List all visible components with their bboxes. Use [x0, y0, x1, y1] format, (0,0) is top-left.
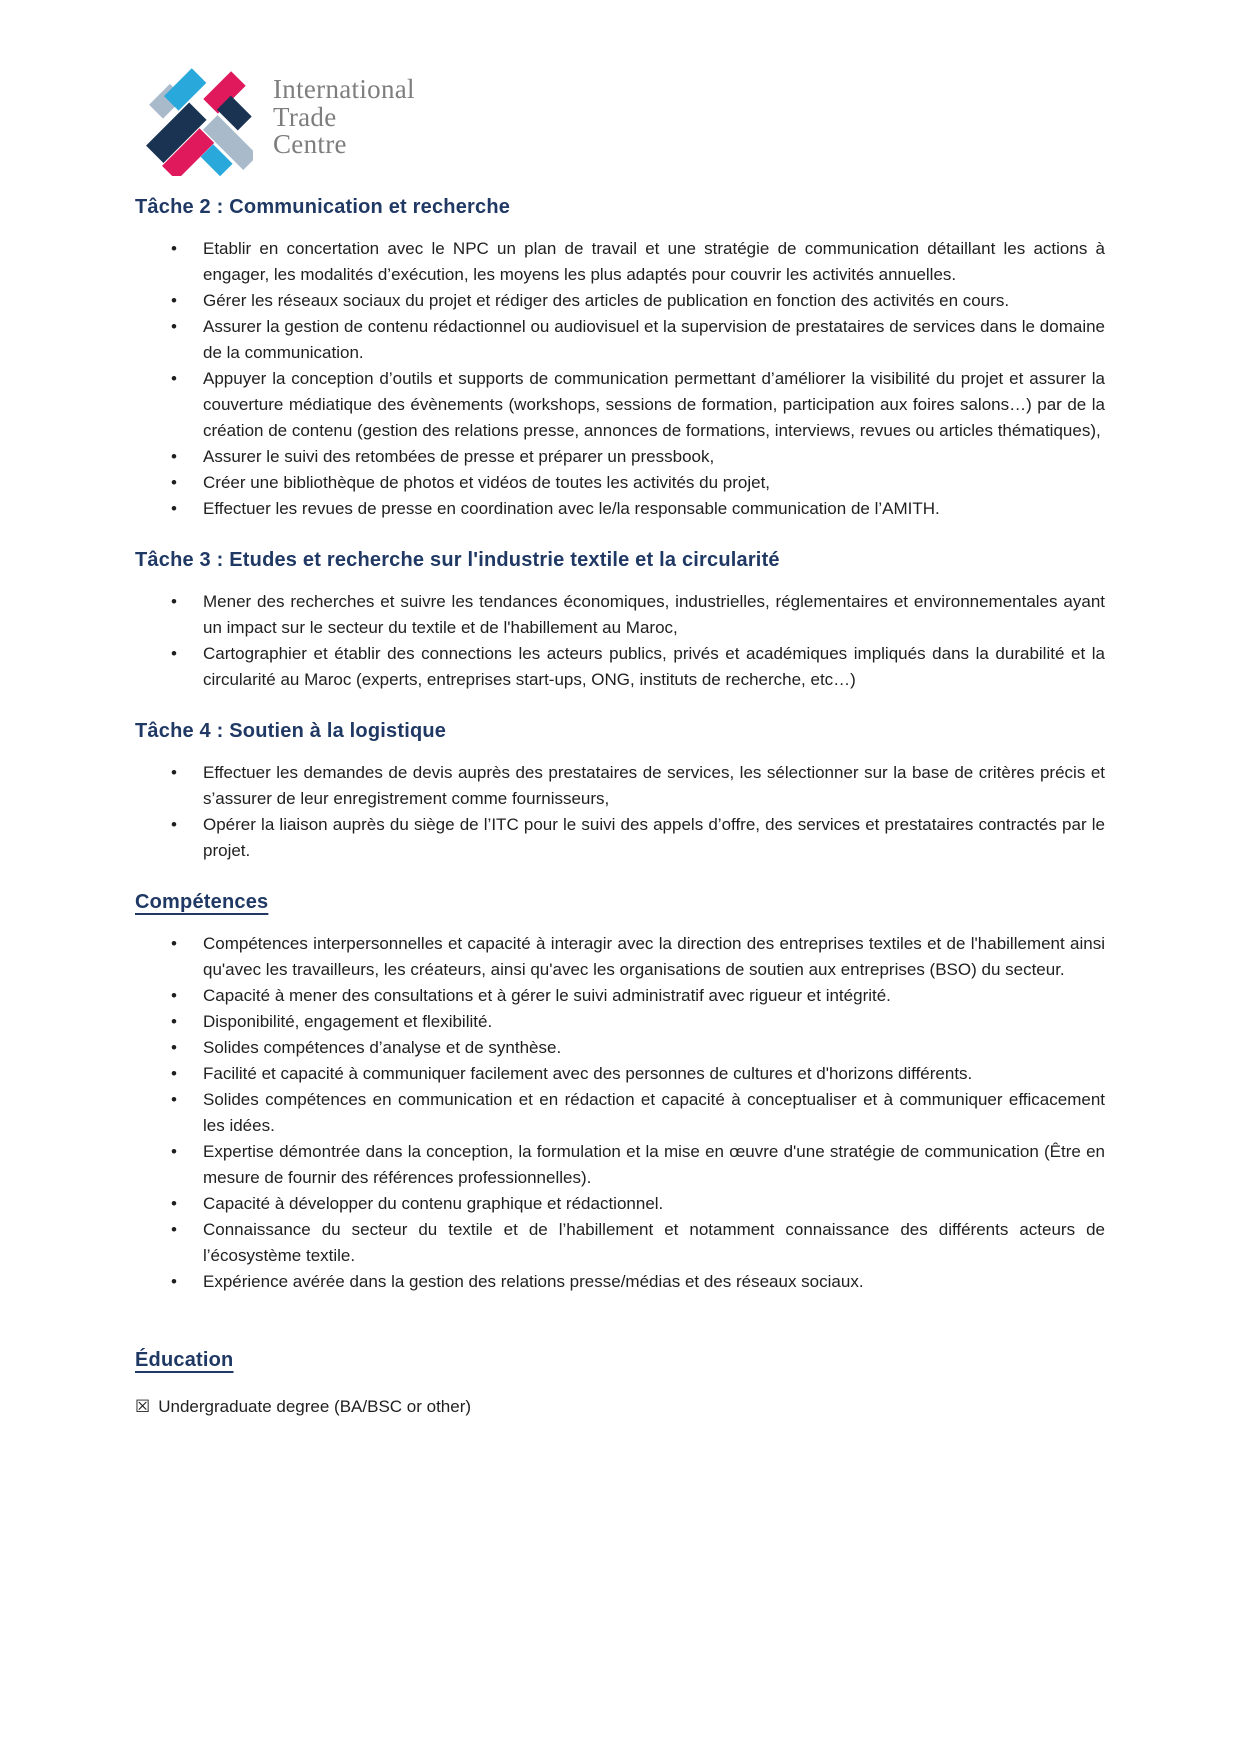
section-heading: Tâche 3 : Etudes et recherche sur l'industrie textile et la circularité: [135, 549, 780, 571]
document-section: [135, 891, 1105, 1295]
bullet-list: [135, 589, 1105, 693]
list-item: • Opérer la liaison auprès du siège de l’ITC pour le suivi des appels d’offre, des services et prestataires contractés par le projet.: [135, 812, 1105, 864]
list-item: • Solides compétences en communication et en rédaction et capacité à conceptualiser et à communiquer efficacement les idées.: [135, 1087, 1105, 1139]
list-item: • Assurer la gestion de contenu rédactionnel ou audiovisuel et la supervision de prestataires de services dans le domaine de la communication.: [135, 314, 1105, 366]
bullet-list: [135, 931, 1105, 1295]
education-line: [135, 1394, 1105, 1420]
list-item: • Capacité à mener des consultations et à gérer le suivi administratif avec rigueur et intégrité.: [135, 983, 1105, 1009]
wordmark-line: Trade: [273, 101, 337, 132]
list-item: • Connaissance du secteur du textile et de l’habillement et notamment connaissance des différents acteurs de l’écosystème textile.: [135, 1217, 1105, 1269]
list-item: • Expérience avérée dans la gestion des relations presse/médias et des réseaux sociaux.: [135, 1269, 1105, 1295]
list-item: • Créer une bibliothèque de photos et vidéos de toutes les activités du projet,: [135, 470, 1105, 496]
list-item: • Mener des recherches et suivre les tendances économiques, industrielles, réglementaires et environnementales ayant un impact sur le secteur du textile et de l'habillement au Maroc,: [135, 589, 1105, 641]
list-item: • Compétences interpersonnelles et capacité à interagir avec la direction des entreprises textiles et de l'habillement ainsi qu'avec les travailleurs, les créateurs, ainsi qu'avec les organisations de soutien aux entreprises (BSO) du secteur.: [135, 931, 1105, 983]
wordmark-line: Centre: [273, 129, 347, 159]
list-item: • Effectuer les revues de presse en coordination avec le/la responsable communication de l’AMITH.: [135, 496, 1105, 522]
itc-logo-wordmark: [273, 76, 415, 159]
list-item: • Capacité à développer du contenu graphique et rédactionnel.: [135, 1191, 1105, 1217]
bullet-list: [135, 760, 1105, 864]
document-section: [135, 196, 1105, 522]
itc-logo-icon: [135, 58, 253, 176]
list-item: • Etablir en concertation avec le NPC un plan de travail et une stratégie de communication détaillant les actions à engager, les modalités d’exécution, les moyens les plus adaptés pour couvrir les activités annuelles.: [135, 236, 1105, 288]
education-text: Undergraduate degree (BA/BSC or other): [158, 1397, 472, 1416]
wordmark-line: International: [273, 74, 415, 104]
section-heading: Compétences: [135, 891, 269, 913]
list-item: • Gérer les réseaux sociaux du projet et rédiger des articles de publication en fonction des activités en cours.: [135, 288, 1105, 314]
itc-logo: [135, 58, 1105, 176]
section-heading: Tâche 4 : Soutien à la logistique: [135, 720, 447, 742]
list-item: • Assurer le suivi des retombées de presse et préparer un pressbook,: [135, 444, 1105, 470]
checkbox-checked-icon: ☒: [135, 1397, 151, 1416]
sections-container: [135, 196, 1105, 1372]
section-heading: Éducation: [135, 1349, 234, 1371]
section-heading: Tâche 2 : Communication et recherche: [135, 196, 511, 218]
list-item: • Facilité et capacité à communiquer facilement avec des personnes de cultures et d'horizons différents.: [135, 1061, 1105, 1087]
document-body: [135, 196, 1105, 1420]
document-section: [135, 549, 1105, 693]
document-section: [135, 720, 1105, 864]
list-item: • Effectuer les demandes de devis auprès des prestataires de services, les sélectionner sur la base de critères précis et s’assurer de leur enregistrement comme fournisseurs,: [135, 760, 1105, 812]
document-section: [135, 1349, 1105, 1372]
list-item: • Appuyer la conception d’outils et supports de communication permettant d’améliorer la visibilité du projet et assurer la couverture médiatique des évènements (workshops, sessions de formation, participation aux foires salons…) par de la création de contenu (gestion des relations presse, annonces de formations, interviews, revues ou articles thématiques),: [135, 366, 1105, 444]
list-item: • Disponibilité, engagement et flexibilité.: [135, 1009, 1105, 1035]
list-item: • Cartographier et établir des connections les acteurs publics, privés et académiques impliqués dans la durabilité et la circularité au Maroc (experts, entreprises start-ups, ONG, instituts de recherche, etc…): [135, 641, 1105, 693]
list-item: • Solides compétences d’analyse et de synthèse.: [135, 1035, 1105, 1061]
list-item: • Expertise démontrée dans la conception, la formulation et la mise en œuvre d'une stratégie de communication (Être en mesure de fournir des références professionnelles).: [135, 1139, 1105, 1191]
bullet-list: [135, 236, 1105, 522]
